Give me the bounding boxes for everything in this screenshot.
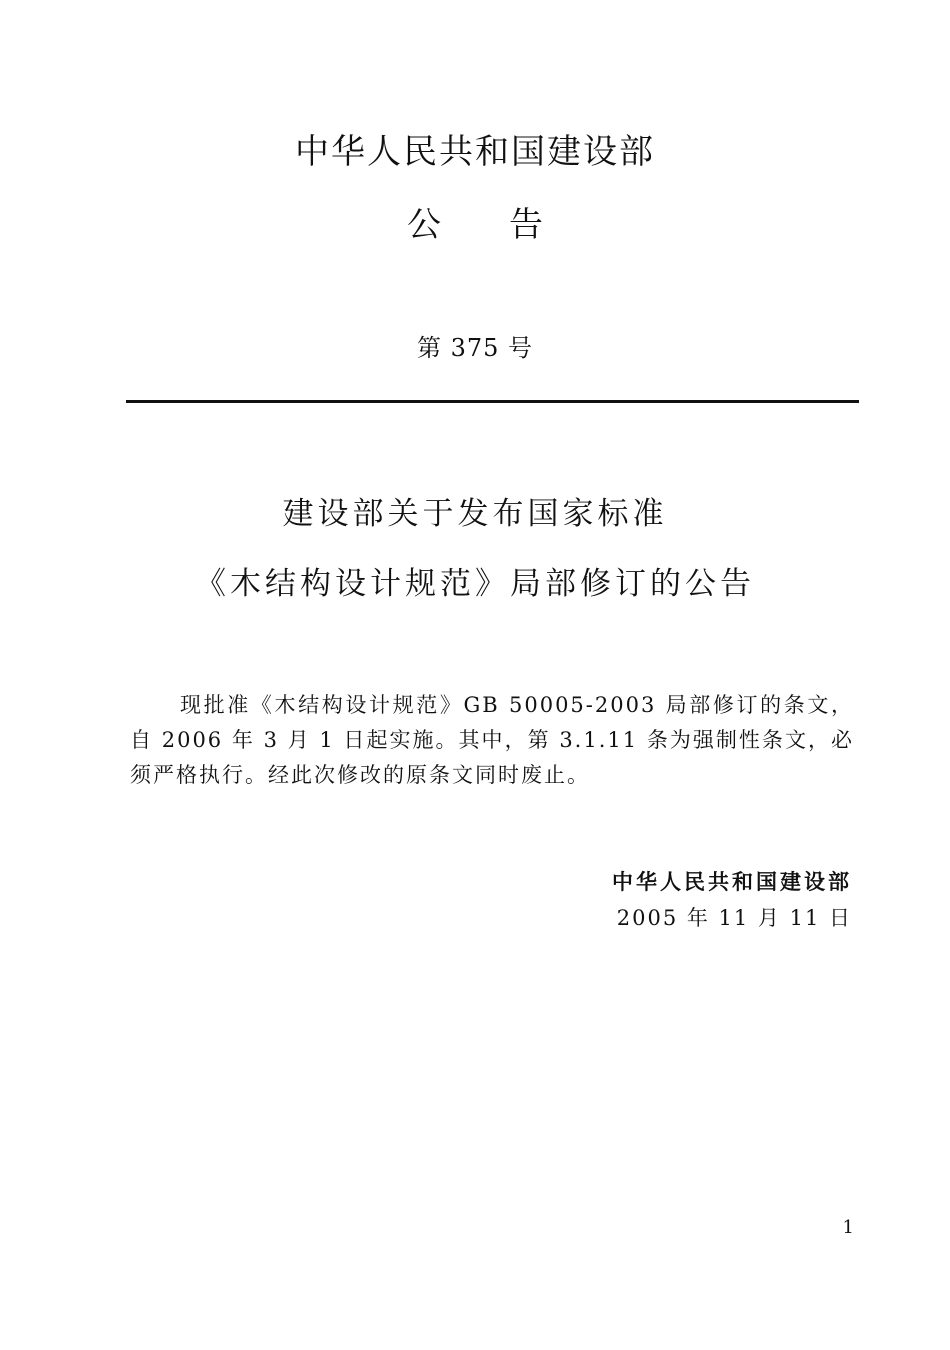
issuer-title: 中华人民共和国建设部 xyxy=(295,132,655,172)
announcement-body xyxy=(130,688,854,793)
page-number: 1 xyxy=(842,1217,854,1238)
header-divider xyxy=(126,400,859,403)
headline-line-2: 《木结构设计规范》局部修订的公告 xyxy=(195,566,755,602)
signature-issuer: 中华人民共和国建设部 xyxy=(612,870,852,894)
headline-line-1: 建设部关于发布国家标准 xyxy=(282,496,668,532)
announcement-paragraph: 现批准《木结构设计规范》GB 50005-2003 局部修订的条文，自 2006 年 3 月 1 日起实施。其中，第 3.1.11 条为强制性条文，必须严格执行。经此次修改的原条文同时废止。 xyxy=(130,693,854,787)
notice-number: 第 375 号 xyxy=(416,334,534,362)
notice-type-title: 公告 xyxy=(407,205,611,245)
signature-date: 2005 年 11 月 11 日 xyxy=(616,906,852,930)
